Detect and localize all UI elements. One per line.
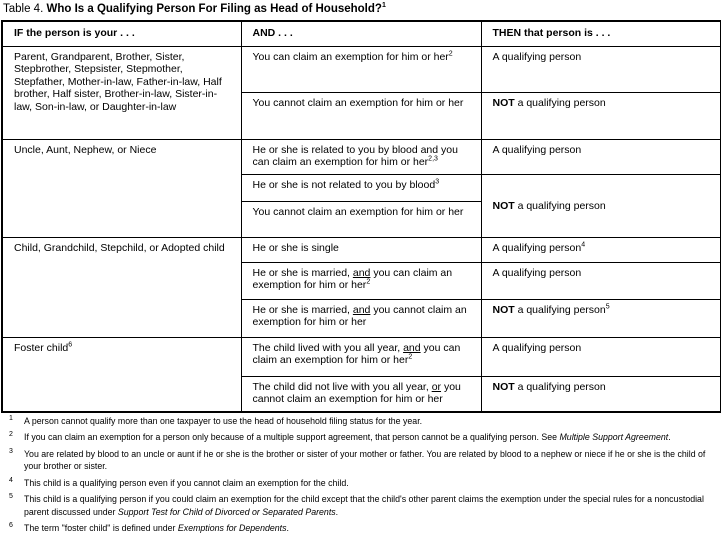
footnote-number: 6	[9, 522, 13, 530]
reference-italic: Multiple Support Agreement	[559, 432, 669, 443]
text: .	[286, 523, 289, 534]
text: You cannot claim an exemption for him or her	[252, 96, 464, 109]
text: Child, Grandchild, Stepchild, or Adopted child	[14, 241, 225, 254]
then-result-cell	[481, 139, 721, 174]
table-row	[2, 337, 721, 376]
text: .	[335, 506, 339, 517]
title-main: Who Is a Qualifying Person For Filing as Head of Household?	[46, 3, 382, 15]
text: He or she is not related to you by blood	[252, 178, 436, 191]
footnote	[0, 431, 719, 443]
reference-italic: Support Test for Child of Divorced or Separated Parents	[117, 506, 336, 517]
footnote	[0, 415, 719, 427]
text: A qualifying person	[492, 143, 582, 156]
text: A qualifying person	[492, 50, 582, 63]
reference-italic: Exemptions for Dependents	[177, 523, 287, 534]
footnote-text	[24, 449, 705, 471]
text: a qualifying person	[514, 96, 606, 109]
if-person-cell	[2, 337, 241, 412]
then-result-cell	[481, 376, 721, 412]
footnote	[0, 448, 719, 473]
footnote-number: 3	[9, 447, 13, 455]
text: you cannot claim an exemption for him or her	[252, 303, 467, 329]
then-result-cell	[481, 92, 721, 139]
and-condition-cell	[241, 139, 481, 174]
text: This child is a qualifying person if you could claim an exemption for the child except that the child's other parent claims the exemption under the special rules for a noncustodial parent discussed under	[24, 494, 704, 517]
footnote-text	[24, 523, 289, 533]
and-condition-cell	[241, 337, 481, 376]
then-result-cell	[481, 299, 721, 337]
text: A qualifying person	[492, 241, 582, 254]
footnote-ref: 2,3	[428, 155, 438, 163]
text: Uncle, Aunt, Nephew, or Niece	[14, 143, 157, 156]
footnote-number: 2	[9, 431, 13, 439]
emphasis-underline: and	[352, 266, 371, 279]
text: You cannot claim an exemption for him or her	[252, 205, 464, 218]
footnote-text	[24, 478, 349, 488]
footnote-number: 5	[9, 493, 13, 501]
footnote-text	[24, 416, 422, 426]
text: The child lived with you all year,	[252, 341, 404, 354]
footnote-text	[24, 494, 704, 516]
text: you cannot claim an exemption for him or her	[252, 380, 461, 406]
and-condition-cell	[241, 92, 481, 139]
footnote-ref: 2	[366, 278, 371, 286]
then-result-cell	[481, 174, 721, 237]
emphasis-bold: NOT	[492, 303, 515, 316]
text: The term "foster child" is defined under	[24, 523, 178, 534]
table-header-row	[2, 21, 721, 46]
footnote-ref: 4	[581, 241, 586, 248]
emphasis-bold: NOT	[492, 199, 515, 212]
text: a qualifying person	[514, 303, 606, 316]
table-row	[2, 46, 721, 92]
page-title	[3, 3, 386, 15]
footnotes	[0, 415, 719, 539]
footnote-number: 1	[9, 415, 13, 422]
footnote-ref: 3	[435, 178, 440, 185]
text: This child is a qualifying person even if you cannot claim an exemption for the child.	[24, 477, 349, 488]
footnote-text	[24, 432, 671, 442]
and-condition-cell	[241, 46, 481, 92]
text: .	[668, 432, 671, 443]
and-condition-cell	[241, 174, 481, 201]
text: Foster child	[14, 341, 69, 354]
text: a qualifying person	[514, 380, 606, 393]
footnote	[0, 477, 719, 489]
footnote-ref: 2	[448, 50, 453, 57]
then-result-cell	[481, 46, 721, 92]
emphasis-underline: or	[431, 380, 442, 393]
text: A person cannot qualify more than one taxpayer to use the head of household filing status for the year.	[24, 416, 423, 426]
header-then-result: THEN that person is . . .	[481, 21, 721, 46]
then-result-cell	[481, 337, 721, 376]
and-condition-cell	[241, 262, 481, 299]
text: you can claim an exemption for him or her	[252, 266, 453, 292]
emphasis-bold: NOT	[492, 96, 515, 109]
text: He or she is single	[252, 241, 339, 254]
footnote-ref: 5	[605, 303, 610, 310]
and-condition-cell	[241, 299, 481, 337]
text: You are related by blood to an uncle or aunt if he or she is the brother or sister of your mother or father. You are related by blood to a nephew or niece if he or she is the child of your brother or sister.	[24, 448, 706, 472]
footnote-ref: 6	[68, 341, 73, 348]
if-person-cell	[2, 237, 241, 337]
text: A qualifying person	[492, 266, 582, 279]
table-row	[2, 237, 721, 262]
title-footnote-ref: 1	[381, 2, 386, 10]
qualifying-person-table	[1, 20, 721, 413]
emphasis-underline: and	[403, 341, 421, 354]
footnote-number: 4	[9, 476, 13, 484]
text: If you can claim an exemption for a person only because of a multiple support agreement, that person cannot be a qualifying person. See	[24, 432, 560, 443]
footnote	[0, 493, 719, 518]
text: The child did not live with you all year,	[252, 380, 432, 393]
footnote	[0, 522, 719, 534]
emphasis-bold: NOT	[492, 380, 515, 393]
emphasis-underline: and	[352, 303, 371, 316]
if-person-cell	[2, 46, 241, 139]
then-result-cell	[481, 262, 721, 299]
text: you can claim an exemption for him or her	[252, 341, 461, 367]
and-condition-cell	[241, 376, 481, 412]
text: He or she is married,	[252, 303, 353, 316]
if-person-cell	[2, 139, 241, 237]
text: You can claim an exemption for him or her	[252, 50, 449, 63]
then-result-cell	[481, 237, 721, 262]
header-if-person: IF the person is your . . .	[2, 21, 241, 46]
header-and-condition: AND . . .	[241, 21, 481, 46]
title-prefix: Table 4.	[3, 3, 47, 15]
table-row	[2, 139, 721, 174]
and-condition-cell	[241, 201, 481, 237]
text: He or she is related to you by blood and you can claim an exemption for him or her	[252, 143, 458, 169]
text: a qualifying person	[514, 199, 606, 212]
text: He or she is married,	[252, 266, 353, 279]
text: A qualifying person	[492, 341, 582, 354]
text: Parent, Grandparent, Brother, Sister, Stepbrother, Stepsister, Stepmother, Stepfather, Mother-in-law, Father-in-law, Half brother, Half sister, Brother-in-law, Sister-in-law, Son-in-law, or Daughter-in-law	[14, 50, 222, 113]
and-condition-cell	[241, 237, 481, 262]
footnote-ref: 2	[408, 353, 413, 361]
